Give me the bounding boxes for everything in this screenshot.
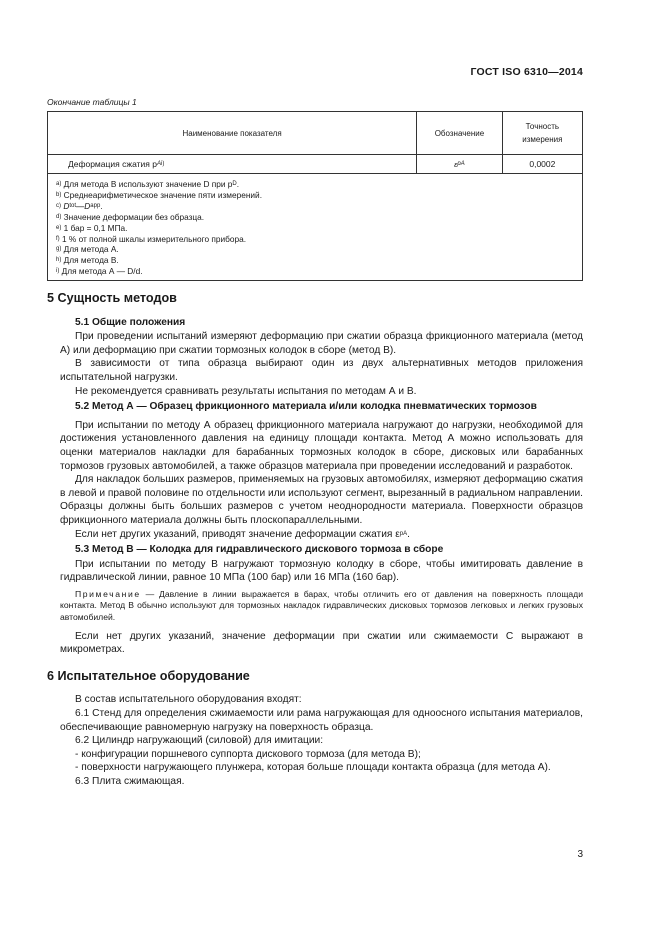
footnote-item: $^{g)}$ Для метода А. (56, 244, 119, 255)
subsection-5-2-title: 5.2 Метод А — Образец фрикционного материала и/или колодка пневматических тормозов (75, 401, 537, 413)
table-header-row (48, 112, 583, 155)
indicator-table (47, 111, 583, 281)
table-caption: Окончание таблицы 1 (47, 97, 137, 107)
section-5-title: 5 Сущность методов (47, 291, 177, 305)
footnote-item: $^{f)}$ 1 % от полной шкалы измерительного прибора. (56, 233, 247, 244)
document-body (47, 288, 583, 789)
footnote-item: $^{e)}$ 1 бар = 0,1 МПа. (56, 222, 128, 233)
paragraph: Для накладок больших размеров, применяемых на грузовых автомобилях, измеряют деформацию сжатия в левой и правой половине по отдельности или используют сегмент, вырезанный в радиальном направлении. Образцы должны быть больших размеров с учетом неоднородности материала. Поверхности образцов фрикционного материала должны быть плоскопараллельными. (60, 474, 583, 526)
paragraph: 6.2 Цилиндр нагружающий (силовой) для имитации: (75, 735, 324, 747)
note (60, 589, 583, 624)
list-item: - поверхности нагружающего плунжера, которая больше площади контакта образца (для метода А). (75, 762, 551, 774)
row-name-text: Деформация сжатия p (68, 159, 157, 169)
paragraph: 6.3 Плита сжимающая. (75, 776, 185, 787)
header-symbol: Обозначение (417, 112, 503, 155)
paragraph: 6.1 Стенд для определения сжимаемости или рама нагружающая для одноосного испытания материалов, обеспечивающие равномерную нагрузку на поверхность образца. (60, 708, 583, 733)
paragraph: Не рекомендуется сравнивать результаты испытания по методам А и B. (75, 385, 417, 397)
footnote-item: $^{d)}$ Значение деформации без образца. (56, 211, 205, 222)
header-accuracy (502, 112, 582, 155)
header-indicator-name: Наименование показателя (48, 112, 417, 155)
standard-header: ГОСТ ISO 6310—2014 (470, 66, 583, 78)
footnote-item: $^{h)}$ Для метода B. (56, 255, 119, 266)
table-footnotes-row (48, 174, 583, 281)
paragraph: В зависимости от типа образца выбирают один из двух альтернативных методов приложения испытательной нагрузки. (60, 358, 583, 383)
page-number: 3 (577, 849, 583, 860)
paragraph: Если нет других указаний, значение деформации при сжатии или сжимаемости C выражают в микрометрах. (60, 630, 583, 656)
row-indicator-name (48, 155, 417, 174)
row-accuracy: 0,0002 (502, 155, 582, 174)
paragraph: При испытании по методу А образец фрикционного материала нагружают до нагрузки, необходимой для достижения установленного давления на единицу площади контакта. Метод А можно использовать для оценки материалов накладки для барабанных тормозных колодок в сборе, дисковых или барабанных тормозов грузовых автомобилей, а также образцов материала при проведении исследований и разработок. (60, 419, 583, 472)
row-symbol-text: ε (454, 159, 458, 169)
paragraph: В состав испытательного оборудования входят: (75, 694, 302, 706)
row-name-sub: A (157, 161, 162, 167)
header-accuracy-line1: Точность (525, 122, 560, 131)
paragraph: При проведении испытаний измеряют деформацию при сжатии образца фрикционного материала (метод А) или деформацию при сжатии тормозных колодок в сборе (метод B). (60, 331, 583, 356)
subsection-5-3-title: 5.3 Метод B — Колодка для гидравлического дискового тормоза в сборе (75, 544, 444, 556)
note-text: — Давление в линии выражается в барах, чтобы отличить его от давления на поверхность площади контакта. Метод B обычно используют для тормозных накладок гидравлических дисковых тормозов легковых и легких грузовых автомобилей. (60, 588, 583, 623)
paragraph: Если нет других указаний, приводят значение деформации сжатия $\varepsilon_{pA}$. (75, 528, 410, 540)
paragraph: При испытании по методу B нагружают тормозную колодку в сборе, чтобы имитировать давление в гидравлической линии, равное 10 МПа (100 бар) или 16 МПа (160 бар). (60, 558, 583, 584)
footnote-item: $^{i)}$ Для метода А — D/d. (56, 266, 143, 277)
footnote-item: $^{c)}$ $D_{tot}—D_{app}$. (56, 200, 103, 211)
row-symbol (417, 155, 503, 174)
row-symbol-sub: pA (457, 160, 465, 167)
list-item: - конфигурации поршневого суппорта дискового тормоза (для метода B); (75, 748, 421, 760)
table-row (48, 155, 583, 174)
footnote-item: $^{b)}$ Среднеарифметическое значение пяти измерений. (56, 189, 262, 200)
subsection-5-1-title: 5.1 Общие положения (75, 316, 186, 328)
header-accuracy-line2: измерения (522, 135, 563, 144)
table-footnotes (48, 174, 583, 281)
section-6-title: 6 Испытательное оборудование (47, 668, 250, 683)
row-name-footnote: i) (161, 161, 165, 167)
footnote-item: $^{a)}$ Для метода B используют значение D при $p_D$. (56, 179, 240, 189)
note-label: Примечание (75, 588, 141, 599)
